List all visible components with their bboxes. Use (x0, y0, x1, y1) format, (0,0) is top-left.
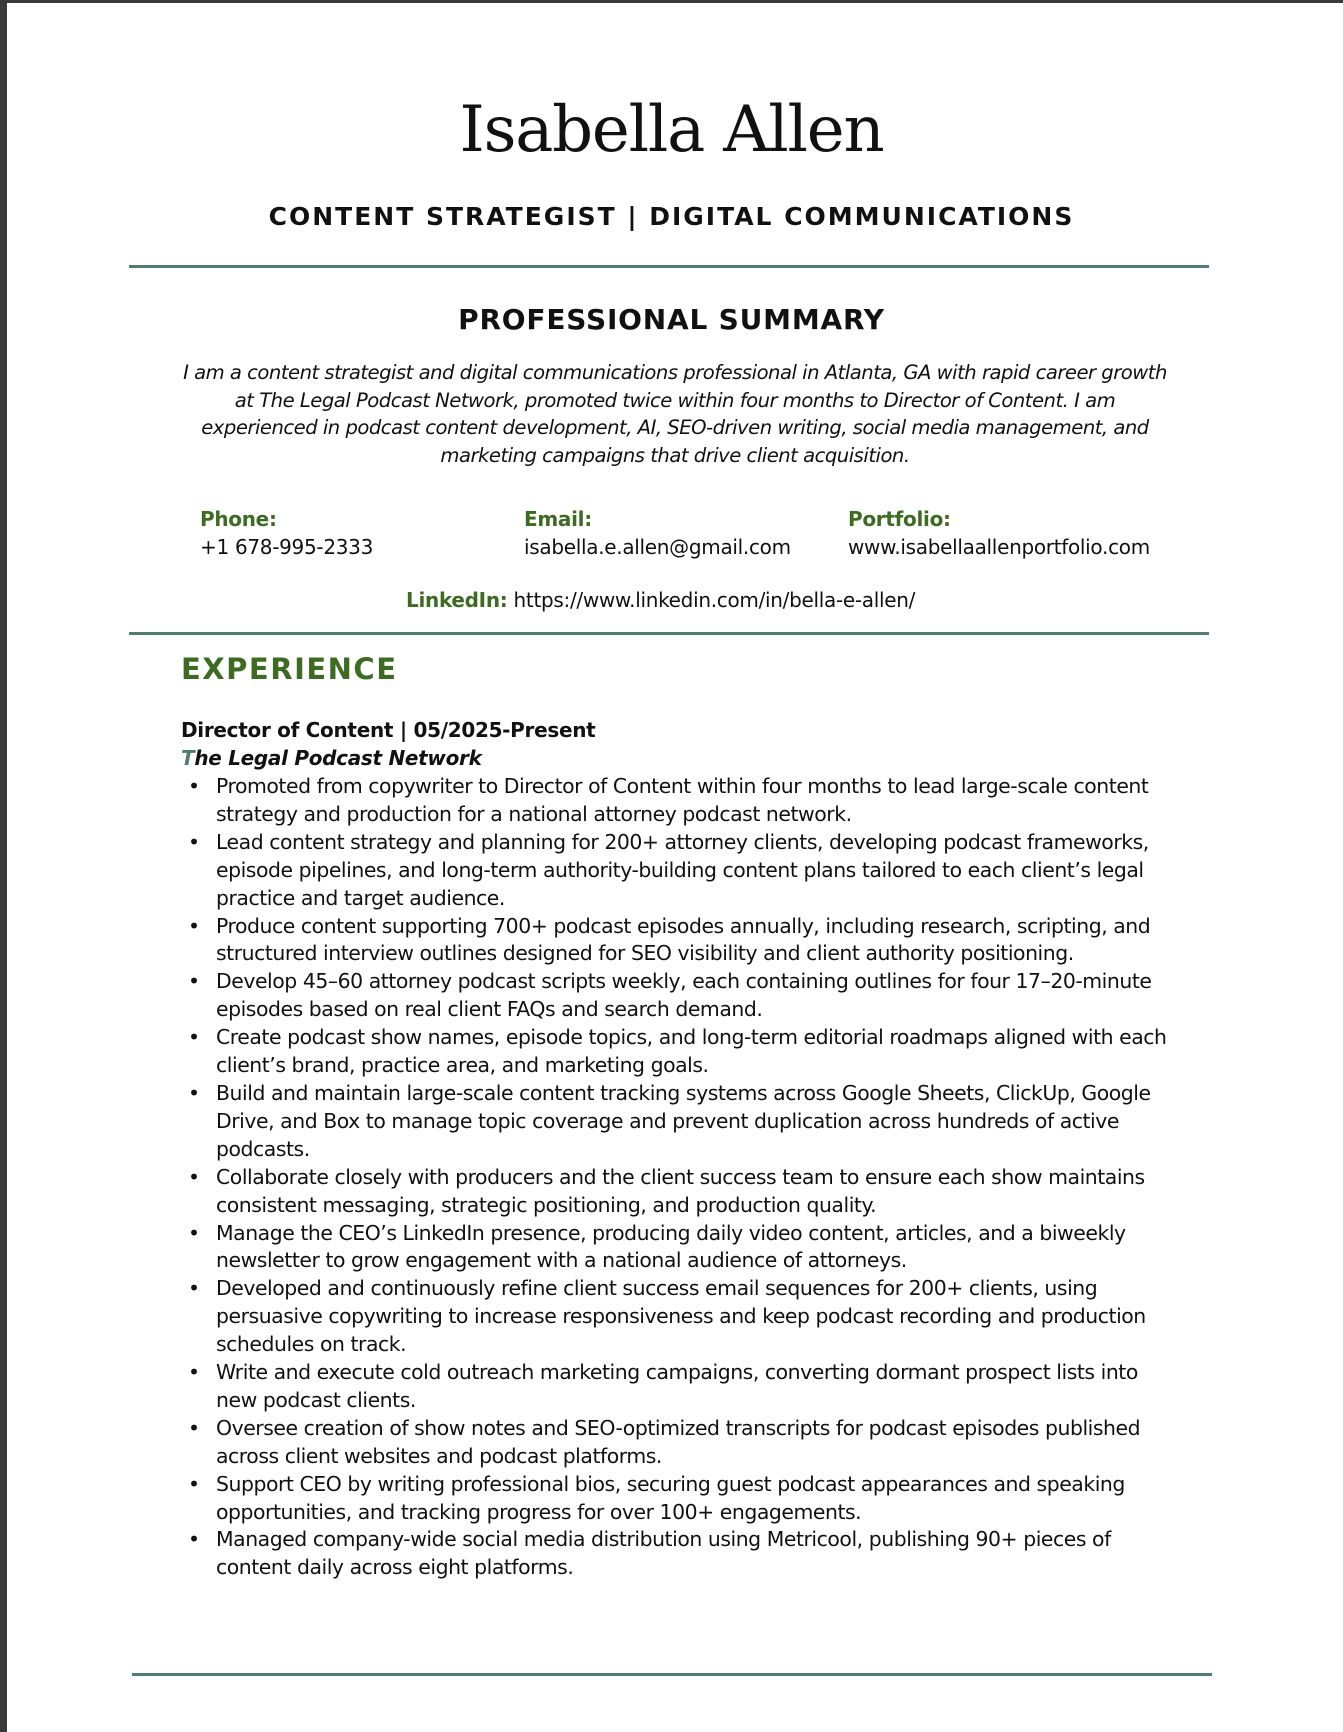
linkedin-label: LinkedIn: (406, 588, 508, 612)
bullet-item: • Support CEO by writing professional bios, securing guest podcast appearances and speaking opportunities, and tracking progress for over 100+ engagements. (181, 1471, 1171, 1527)
candidate-title: CONTENT STRATEGIST | DIGITAL COMMUNICATIONS (268, 202, 1075, 231)
bullet-item: • Create podcast show names, episode topics, and long-term editorial roadmaps aligned with each client’s brand, practice area, and marketing goals. (181, 1024, 1171, 1080)
bullet-item: • Promoted from copywriter to Director of Content within four months to lead large-scale content strategy and production for a national attorney podcast network. (181, 773, 1171, 829)
divider-bottom (132, 1673, 1212, 1676)
contact-portfolio (848, 505, 1150, 561)
bullet-item: • Manage the CEO’s LinkedIn presence, producing daily video content, articles, and a biweekly newsletter to grow engagement with a national audience of attorneys. (181, 1220, 1171, 1276)
company-first-letter: T (181, 746, 195, 770)
company-name (181, 746, 482, 770)
bullet-item: • Lead content strategy and planning for 200+ attorney clients, developing podcast frameworks, episode pipelines, and long-term authority-building content plans tailored to each client’s legal practice and target audience. (181, 829, 1171, 913)
phone-value: +1 678-995-2333 (200, 535, 374, 559)
summary-text: I am a content strategist and digital communications professional in Atlanta, GA with rapid career growth at The Legal Podcast Network, promoted twice within four months to Director of Content. I am experienced in podcast content development, AI, SEO-driven writing, social media management, and marketing campaigns that drive client acquisition. (183, 361, 1167, 467)
bullet-item: • Collaborate closely with producers and the client success team to ensure each show maintains consistent messaging, strategic positioning, and production quality. (181, 1164, 1171, 1220)
bullet-item: • Oversee creation of show notes and SEO-optimized transcripts for podcast episodes published across client websites and podcast platforms. (181, 1415, 1171, 1471)
phone-label: Phone: (200, 507, 277, 531)
candidate-name: Isabella Allen (459, 93, 884, 167)
contact-phone (200, 505, 373, 561)
contact-linkedin (406, 588, 915, 612)
contact-email (524, 505, 791, 561)
bullet-item: • Developed and continuously refine client success email sequences for 200+ clients, using persuasive copywriting to increase responsiveness and keep podcast recording and production schedules on track. (181, 1275, 1171, 1359)
page-edge-left (0, 0, 7, 1732)
portfolio-label: Portfolio: (848, 507, 951, 531)
experience-heading: EXPERIENCE (181, 652, 398, 686)
job-bullets (181, 773, 1171, 1582)
bullet-item: • Build and maintain large-scale content tracking systems across Google Sheets, ClickUp, Google Drive, and Box to manage topic coverage and prevent duplication across hundreds of active podcasts. (181, 1080, 1171, 1164)
bullet-item: • Produce content supporting 700+ podcast episodes annually, including research, scripting, and structured interview outlines designed for SEO visibility and client authority positioning. (181, 913, 1171, 969)
divider-top (129, 265, 1209, 268)
company-name-rest: he Legal Podcast Network (194, 746, 482, 770)
portfolio-value: www.isabellaallenportfolio.com (848, 535, 1150, 559)
bullet-item: • Managed company-wide social media distribution using Metricool, publishing 90+ pieces of content daily across eight platforms. (181, 1526, 1171, 1582)
bullet-item: • Write and execute cold outreach marketing campaigns, converting dormant prospect lists into new podcast clients. (181, 1359, 1171, 1415)
page-edge-top (0, 0, 1343, 3)
summary-heading: PROFESSIONAL SUMMARY (458, 303, 885, 336)
email-value: isabella.e.allen@gmail.com (524, 535, 791, 559)
job-title: Director of Content | 05/2025-Present (181, 718, 596, 742)
divider-middle (129, 632, 1209, 635)
linkedin-value: https://www.linkedin.com/in/bella-e-allen/ (513, 588, 916, 612)
email-label: Email: (524, 507, 592, 531)
bullet-item: • Develop 45–60 attorney podcast scripts weekly, each containing outlines for four 17–20-minute episodes based on real client FAQs and search demand. (181, 968, 1171, 1024)
